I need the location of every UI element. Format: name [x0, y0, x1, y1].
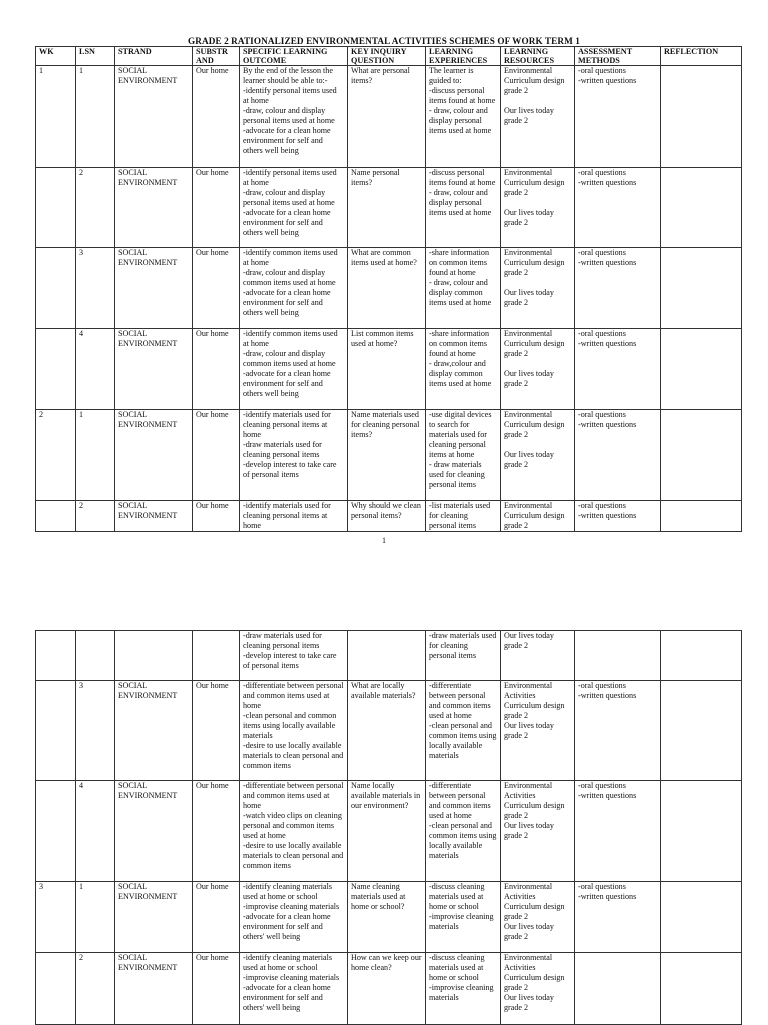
- cell-assessment-text: -oral questions -written questions: [578, 248, 637, 267]
- cell-strand-text: SOCIAL ENVIRONMENT: [118, 329, 178, 348]
- cell-experiences-text: -discuss cleaning materials used at home or school -improvise cleaning materials: [429, 953, 494, 1002]
- cell-resources: [501, 66, 575, 168]
- cell-strand: [115, 329, 193, 410]
- cell-question-text: Name locally available materials in our environment?: [351, 781, 421, 810]
- cell-strand: [115, 66, 193, 168]
- cell-wk-text: 1: [39, 66, 44, 75]
- cell-lsn: [76, 631, 115, 681]
- cell-outcome-text: -identify materials used for cleaning personal items at home: [243, 501, 331, 530]
- table-row: [36, 66, 742, 168]
- cell-reflection: [661, 953, 742, 1025]
- table-row: [36, 631, 742, 681]
- cell-assessment-text: -oral questions -written questions: [578, 329, 637, 348]
- table-row: [36, 781, 742, 882]
- cell-resources: [501, 953, 575, 1025]
- cell-question-text: How can we keep our home clean?: [351, 953, 422, 972]
- cell-question: [348, 410, 426, 501]
- cell-outcome-text: -identify common items used at home -draw, colour and display common items used at home -advocate for a clean home environment for self and others well being: [243, 329, 338, 398]
- cell-lsn-text: 1: [79, 66, 84, 75]
- scheme-table-page-2: [35, 630, 742, 1025]
- cell-substrand: [193, 248, 240, 329]
- cell-outcome: [240, 248, 348, 329]
- cell-reflection: [661, 501, 742, 532]
- cell-outcome: [240, 882, 348, 953]
- cell-experiences-text: -differentiate between personal and common items used at home -clean personal and common items using locally available materials: [429, 781, 497, 860]
- cell-strand-text: SOCIAL ENVIRONMENT: [118, 168, 178, 187]
- cell-substrand-text: Our home: [196, 329, 229, 338]
- cell-assessment: [575, 953, 661, 1025]
- cell-lsn: [76, 66, 115, 168]
- cell-assessment: [575, 681, 661, 781]
- header-reflection: REFLECTION: [661, 47, 742, 66]
- cell-substrand: [193, 410, 240, 501]
- cell-experiences: [426, 953, 501, 1025]
- table-row: [36, 248, 742, 329]
- cell-strand-text: SOCIAL ENVIRONMENT: [118, 501, 178, 520]
- header-wk: WK: [36, 47, 76, 66]
- cell-wk: [36, 631, 76, 681]
- document-title: GRADE 2 RATIONALIZED ENVIRONMENTAL ACTIVITIES SCHEMES OF WORK TERM 1: [188, 36, 580, 46]
- cell-outcome: [240, 681, 348, 781]
- cell-assessment: [575, 501, 661, 532]
- cell-resources-text: Environmental Curriculum design grade 2 Our lives today grade 2: [504, 329, 565, 388]
- cell-question: [348, 248, 426, 329]
- cell-experiences-text: -discuss cleaning materials used at home or school -improvise cleaning materials: [429, 882, 494, 931]
- cell-resources-text: Environmental Curriculum design grade 2 Our lives today grade 2: [504, 66, 565, 125]
- cell-reflection: [661, 781, 742, 882]
- cell-resources: [501, 681, 575, 781]
- cell-strand: [115, 781, 193, 882]
- cell-resources-text: Our lives today grade 2: [504, 631, 554, 650]
- cell-reflection: [661, 66, 742, 168]
- cell-experiences: [426, 501, 501, 532]
- cell-outcome: [240, 168, 348, 248]
- cell-strand-text: SOCIAL ENVIRONMENT: [118, 781, 178, 800]
- cell-wk: [36, 953, 76, 1025]
- cell-wk-text: 3: [39, 882, 44, 891]
- cell-outcome-text: -differentiate between personal and common items used at home -watch video clips on cleaning personal and common items used at home -desire to use locally available materials to clean personal and common items: [243, 781, 344, 870]
- cell-wk: [36, 168, 76, 248]
- cell-resources: [501, 882, 575, 953]
- cell-substrand: [193, 329, 240, 410]
- cell-outcome-text: -differentiate between personal and common items used at home -clean personal and common items using locally available materials -desire to use locally available materials to clean personal and common items: [243, 681, 344, 770]
- cell-resources: [501, 168, 575, 248]
- cell-outcome-text: -identify cleaning materials used at home or school -improvise cleaning materials -advocate for a clean home environment for self and others' well being: [243, 953, 340, 1012]
- cell-assessment: [575, 410, 661, 501]
- cell-question-text: What are common items used at home?: [351, 248, 417, 267]
- cell-lsn: [76, 781, 115, 882]
- cell-outcome-text: By the end of the lesson the learner should be able to:- -identify personal items used at home -draw, colour and display personal items used at home -advocate for a clean home environment for self and others well being: [243, 66, 337, 155]
- cell-assessment: [575, 631, 661, 681]
- cell-outcome: [240, 410, 348, 501]
- cell-wk: [36, 66, 76, 168]
- header-assessment: ASSESSMENT METHODS: [575, 47, 661, 66]
- header-question: KEY INQUIRY QUESTION: [348, 47, 426, 66]
- cell-assessment: [575, 66, 661, 168]
- cell-outcome: [240, 66, 348, 168]
- cell-substrand: [193, 501, 240, 532]
- cell-lsn: [76, 329, 115, 410]
- cell-assessment-text: -oral questions -written questions: [578, 882, 637, 901]
- cell-wk-text: 2: [39, 410, 44, 419]
- cell-lsn-text: 2: [79, 501, 84, 510]
- cell-resources-text: Environmental Activities Curriculum design grade 2 Our lives today grade 2: [504, 953, 565, 1012]
- cell-assessment: [575, 168, 661, 248]
- cell-lsn-text: 4: [79, 329, 84, 338]
- cell-reflection: [661, 329, 742, 410]
- cell-substrand-text: Our home: [196, 410, 229, 419]
- cell-experiences: [426, 631, 501, 681]
- cell-outcome: [240, 631, 348, 681]
- cell-wk: [36, 248, 76, 329]
- cell-outcome-text: -identify materials used for cleaning personal items at home -draw materials used for cleaning personal items -develop interest to take care of personal items: [243, 410, 337, 479]
- cell-question: [348, 168, 426, 248]
- cell-resources: [501, 410, 575, 501]
- cell-strand: [115, 248, 193, 329]
- table-row: [36, 501, 742, 532]
- cell-outcome: [240, 953, 348, 1025]
- scheme-table-page-1: [35, 46, 742, 532]
- cell-strand-text: SOCIAL ENVIRONMENT: [118, 248, 178, 267]
- cell-strand-text: SOCIAL ENVIRONMENT: [118, 882, 178, 901]
- table-row: [36, 681, 742, 781]
- cell-lsn: [76, 882, 115, 953]
- cell-resources: [501, 329, 575, 410]
- table-row: [36, 953, 742, 1025]
- cell-resources: [501, 248, 575, 329]
- cell-lsn: [76, 248, 115, 329]
- cell-assessment-text: -oral questions -written questions: [578, 410, 637, 429]
- cell-outcome-text: -draw materials used for cleaning personal items -develop interest to take care of personal items: [243, 631, 337, 670]
- cell-outcome: [240, 781, 348, 882]
- cell-experiences-text: -differentiate between personal and common items used at home -clean personal and common items using locally available materials: [429, 681, 497, 760]
- cell-wk: [36, 501, 76, 532]
- cell-assessment-text: -oral questions -written questions: [578, 66, 637, 85]
- header-substrand: SUBSTR AND: [193, 47, 240, 66]
- cell-question: [348, 66, 426, 168]
- cell-lsn-text: 4: [79, 781, 84, 790]
- cell-strand: [115, 631, 193, 681]
- cell-experiences: [426, 681, 501, 781]
- cell-strand: [115, 953, 193, 1025]
- cell-lsn-text: 2: [79, 953, 84, 962]
- cell-reflection: [661, 631, 742, 681]
- cell-substrand: [193, 781, 240, 882]
- cell-substrand: [193, 631, 240, 681]
- cell-lsn: [76, 410, 115, 501]
- cell-question-text: Why should we clean personal items?: [351, 501, 421, 520]
- cell-substrand: [193, 681, 240, 781]
- cell-assessment-text: -oral questions -written questions: [578, 681, 637, 700]
- cell-strand-text: SOCIAL ENVIRONMENT: [118, 681, 178, 700]
- cell-question: [348, 882, 426, 953]
- cell-wk: [36, 882, 76, 953]
- cell-question-text: Name personal items?: [351, 168, 400, 187]
- table-header-row: [36, 47, 742, 66]
- cell-experiences: [426, 168, 501, 248]
- header-resources: LEARNING RESOURCES: [501, 47, 575, 66]
- table-row: [36, 329, 742, 410]
- cell-substrand-text: Our home: [196, 781, 229, 790]
- cell-lsn: [76, 681, 115, 781]
- cell-wk: [36, 781, 76, 882]
- cell-strand: [115, 168, 193, 248]
- cell-question: [348, 781, 426, 882]
- cell-assessment-text: -oral questions -written questions: [578, 168, 637, 187]
- cell-outcome: [240, 501, 348, 532]
- cell-resources-text: Environmental Curriculum design grade 2 Our lives today grade 2: [504, 248, 565, 307]
- cell-outcome-text: -identify common items used at home -draw, colour and display common items used at home -advocate for a clean home environment for self and others well being: [243, 248, 338, 317]
- cell-question: [348, 329, 426, 410]
- cell-substrand-text: Our home: [196, 66, 229, 75]
- cell-assessment: [575, 329, 661, 410]
- cell-outcome-text: -identify personal items used at home -draw, colour and display personal items used at home -advocate for a clean home environment for self and others well being: [243, 168, 337, 237]
- header-strand: STRAND: [115, 47, 193, 66]
- header-experiences: LEARNING EXPERIENCES: [426, 47, 501, 66]
- cell-substrand-text: Our home: [196, 953, 229, 962]
- cell-resources-text: Environmental Curriculum design grade 2: [504, 501, 565, 530]
- cell-substrand: [193, 882, 240, 953]
- cell-substrand-text: Our home: [196, 501, 229, 510]
- cell-resources: [501, 631, 575, 681]
- cell-question-text: Name cleaning materials used at home or school?: [351, 882, 406, 911]
- cell-question: [348, 953, 426, 1025]
- cell-experiences: [426, 66, 501, 168]
- cell-strand-text: SOCIAL ENVIRONMENT: [118, 66, 178, 85]
- header-outcome: SPECIFIC LEARNING OUTCOME: [240, 47, 348, 66]
- cell-substrand: [193, 953, 240, 1025]
- cell-substrand-text: Our home: [196, 882, 229, 891]
- cell-lsn-text: 1: [79, 882, 84, 891]
- cell-strand: [115, 882, 193, 953]
- cell-experiences-text: The learner is guided to: -discuss personal items found at home - draw, colour and display personal items used at home: [429, 66, 496, 135]
- header-lsn: LSN: [76, 47, 115, 66]
- cell-substrand-text: Our home: [196, 681, 229, 690]
- cell-experiences-text: -list materials used for cleaning personal items: [429, 501, 491, 530]
- cell-experiences: [426, 781, 501, 882]
- cell-lsn: [76, 953, 115, 1025]
- cell-resources: [501, 781, 575, 882]
- cell-question: [348, 681, 426, 781]
- page-number: 1: [382, 536, 386, 545]
- cell-substrand: [193, 168, 240, 248]
- cell-substrand: [193, 66, 240, 168]
- cell-question-text: List common items used at home?: [351, 329, 414, 348]
- cell-substrand-text: Our home: [196, 168, 229, 177]
- cell-resources-text: Environmental Curriculum design grade 2 Our lives today grade 2: [504, 410, 565, 469]
- cell-reflection: [661, 248, 742, 329]
- cell-question: [348, 631, 426, 681]
- cell-question-text: What are locally available materials?: [351, 681, 416, 700]
- cell-wk: [36, 681, 76, 781]
- cell-resources-text: Environmental Curriculum design grade 2 Our lives today grade 2: [504, 168, 565, 227]
- cell-outcome-text: -identify cleaning materials used at home or school -improvise cleaning materials -advocate for a clean home environment for self and others' well being: [243, 882, 340, 941]
- cell-resources-text: Environmental Activities Curriculum design grade 2 Our lives today grade 2: [504, 681, 565, 740]
- table-row: [36, 410, 742, 501]
- table-row: [36, 168, 742, 248]
- cell-resources-text: Environmental Activities Curriculum design grade 2 Our lives today grade 2: [504, 882, 565, 941]
- cell-lsn-text: 2: [79, 168, 84, 177]
- cell-question: [348, 501, 426, 532]
- cell-outcome: [240, 329, 348, 410]
- cell-experiences: [426, 248, 501, 329]
- cell-experiences-text: -share information on common items found at home - draw, colour and display common items used at home: [429, 248, 492, 307]
- cell-experiences-text: -share information on common items found at home - draw,colour and display common items used at home: [429, 329, 492, 388]
- cell-strand: [115, 681, 193, 781]
- cell-resources: [501, 501, 575, 532]
- cell-reflection: [661, 882, 742, 953]
- cell-wk: [36, 329, 76, 410]
- cell-lsn-text: 1: [79, 410, 84, 419]
- cell-experiences: [426, 329, 501, 410]
- cell-assessment-text: -oral questions -written questions: [578, 501, 637, 520]
- cell-experiences: [426, 410, 501, 501]
- cell-lsn-text: 3: [79, 248, 84, 257]
- cell-lsn-text: 3: [79, 681, 84, 690]
- cell-strand: [115, 410, 193, 501]
- cell-strand-text: SOCIAL ENVIRONMENT: [118, 953, 178, 972]
- cell-substrand-text: Our home: [196, 248, 229, 257]
- cell-assessment-text: -oral questions -written questions: [578, 781, 637, 800]
- cell-assessment: [575, 781, 661, 882]
- cell-reflection: [661, 168, 742, 248]
- cell-experiences-text: -discuss personal items found at home - draw, colour and display personal items used at home: [429, 168, 496, 217]
- cell-wk: [36, 410, 76, 501]
- cell-strand: [115, 501, 193, 532]
- table-row: [36, 882, 742, 953]
- cell-question-text: What are personal items?: [351, 66, 410, 85]
- cell-reflection: [661, 410, 742, 501]
- cell-experiences-text: -use digital devices to search for materials used for cleaning personal items at home - draw materials used for cleaning personal items: [429, 410, 492, 489]
- cell-lsn: [76, 168, 115, 248]
- cell-resources-text: Environmental Activities Curriculum design grade 2 Our lives today grade 2: [504, 781, 565, 840]
- cell-experiences-text: -draw materials used for cleaning personal items: [429, 631, 497, 660]
- cell-lsn: [76, 501, 115, 532]
- cell-reflection: [661, 681, 742, 781]
- cell-experiences: [426, 882, 501, 953]
- cell-strand-text: SOCIAL ENVIRONMENT: [118, 410, 178, 429]
- cell-assessment: [575, 248, 661, 329]
- cell-question-text: Name materials used for cleaning personal items?: [351, 410, 420, 439]
- cell-assessment: [575, 882, 661, 953]
